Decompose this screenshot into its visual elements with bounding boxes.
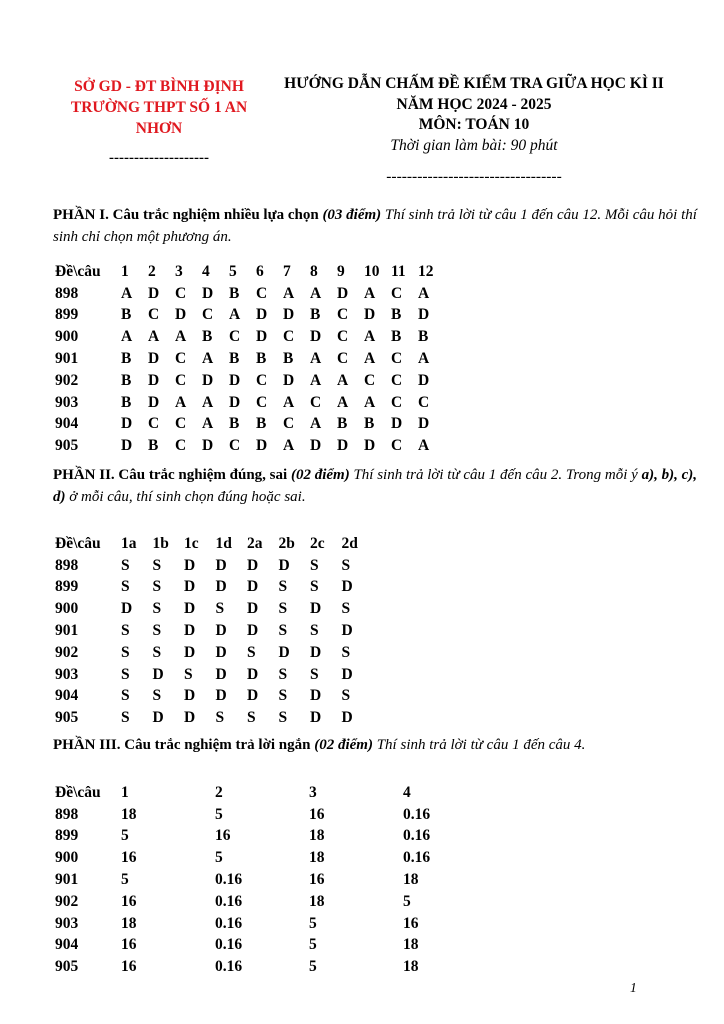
answer-cell: S (278, 687, 288, 705)
answer-cell: 5 (403, 892, 411, 910)
exam-code-cell: 900 (55, 328, 79, 346)
question-header-cell: 5 (229, 262, 237, 280)
table-row (55, 326, 445, 348)
answer-cell: A (310, 371, 322, 389)
question-header-cell: 2a (247, 534, 263, 552)
answer-cell: D (215, 578, 227, 596)
answer-cell: D (202, 437, 214, 455)
answer-cell: D (215, 665, 227, 683)
answer-cell: A (418, 437, 430, 455)
answer-cell: D (310, 643, 322, 661)
exam-code-cell: 902 (55, 643, 79, 661)
answer-cell: C (256, 393, 268, 411)
page-number: 1 (630, 980, 637, 995)
exam-code-cell: 905 (55, 709, 79, 727)
question-header-cell: 12 (418, 262, 434, 280)
answer-cell: S (278, 578, 288, 596)
answer-cell: 0.16 (215, 936, 243, 954)
answer-cell: D (310, 328, 322, 346)
exam-code-cell: 901 (55, 350, 79, 368)
table-row (55, 305, 445, 327)
exam-code-cell: 905 (55, 437, 79, 455)
answer-cell: B (121, 393, 132, 411)
table-row (55, 370, 445, 392)
answer-cell: A (364, 350, 376, 368)
answer-cell: S (278, 665, 288, 683)
answer-cell: B (256, 350, 267, 368)
exam-code-cell: 903 (55, 914, 79, 932)
answer-cell: B (256, 415, 267, 433)
answer-cell: S (215, 709, 225, 727)
answer-cell: D (278, 643, 290, 661)
answer-cell: D (247, 600, 259, 618)
answer-cell: 0.16 (215, 914, 243, 932)
answer-cell: A (148, 328, 160, 346)
answer-cell: A (310, 415, 322, 433)
question-header-cell: 1d (215, 534, 232, 552)
school-year: NĂM HỌC 2024 - 2025 (396, 95, 552, 113)
answer-cell: A (121, 284, 133, 302)
answer-cell: D (175, 306, 187, 324)
question-header-cell: 2c (310, 534, 325, 552)
answer-cell: S (152, 687, 162, 705)
answer-cell: S (341, 556, 351, 574)
question-header-cell: 2d (341, 534, 358, 552)
table-row (55, 869, 497, 891)
exam-code-cell: 899 (55, 578, 79, 596)
answer-cell: 5 (309, 914, 317, 932)
question-header-cell: 6 (256, 262, 264, 280)
table-row (55, 435, 445, 457)
answer-cell: 18 (121, 805, 137, 823)
question-header-cell: 1a (121, 534, 137, 552)
answer-cell: A (364, 393, 376, 411)
answer-cell: A (202, 393, 214, 411)
answer-cell: B (202, 328, 213, 346)
school-header-block (50, 76, 268, 169)
section-2-intro (53, 464, 703, 508)
subject-line: MÔN: TOÁN 10 (418, 116, 530, 133)
answer-cell: A (121, 328, 133, 346)
answer-cell: C (229, 437, 241, 455)
answer-cell: D (121, 600, 133, 618)
answer-cell: S (278, 622, 288, 640)
answer-cell: S (152, 622, 162, 640)
answer-cell: B (418, 328, 429, 346)
answer-cell: D (341, 709, 353, 727)
answer-cell: D (215, 556, 227, 574)
answer-cell: S (121, 556, 130, 574)
answer-cell: C (283, 328, 295, 346)
answer-cell: D (337, 284, 349, 302)
answer-cell: C (175, 284, 187, 302)
answer-cell: B (121, 306, 132, 324)
table-row (55, 283, 445, 305)
answer-cell: S (121, 687, 130, 705)
answer-cell: C (391, 437, 403, 455)
answer-cell: 18 (403, 958, 419, 976)
answer-cell: 0.16 (403, 849, 431, 867)
answer-cell: D (184, 622, 196, 640)
answer-cell: D (148, 371, 160, 389)
answer-cell: 18 (403, 936, 419, 954)
answer-cell: 18 (121, 914, 137, 932)
answer-cell: B (391, 306, 402, 324)
answer-cell: S (310, 578, 319, 596)
question-header-cell: 2b (278, 534, 295, 552)
section-1-instructions: Thí sinh trả lời từ câu 1 đến câu 12. Mỗi câu hỏi thí sinh chỉ chọn một phương án. (53, 207, 697, 245)
answer-cell: S (341, 687, 351, 705)
answer-cell: C (337, 328, 349, 346)
answer-cell: S (310, 622, 319, 640)
answer-cell: C (175, 371, 187, 389)
table-row (55, 642, 373, 664)
answer-cell: D (121, 437, 133, 455)
answer-cell: 5 (309, 936, 317, 954)
answer-cell: D (148, 350, 160, 368)
answer-cell: S (278, 709, 288, 727)
answer-cell: C (175, 437, 187, 455)
answer-cell: D (341, 665, 353, 683)
answer-cell: 5 (121, 827, 129, 845)
question-header-cell: 3 (175, 262, 183, 280)
answer-cell: C (391, 350, 403, 368)
answer-cell: A (418, 350, 430, 368)
answer-cell: A (283, 284, 295, 302)
table-row (55, 414, 445, 436)
answer-cell: 16 (121, 958, 137, 976)
answer-cell: D (184, 709, 196, 727)
answer-cell: 18 (309, 892, 325, 910)
answer-cell: A (175, 393, 187, 411)
table-row (55, 686, 373, 708)
answer-cell: A (337, 371, 349, 389)
answer-cell: D (215, 622, 227, 640)
answer-cell: A (364, 284, 376, 302)
answer-cell: C (337, 350, 349, 368)
answer-cell: D (152, 709, 164, 727)
answer-cell: D (152, 665, 164, 683)
answer-cell: C (148, 415, 160, 433)
table-header-row (55, 261, 445, 283)
answer-cell: 16 (309, 805, 325, 823)
question-header-cell: 4 (202, 262, 210, 280)
answer-cell: C (148, 306, 160, 324)
table-row (55, 598, 373, 620)
exam-code-cell: 900 (55, 849, 79, 867)
answer-cell: S (341, 600, 351, 618)
answer-cell: S (278, 600, 288, 618)
table-row (55, 804, 497, 826)
question-header-cell: 9 (337, 262, 345, 280)
question-header-cell: 10 (364, 262, 380, 280)
answer-cell: 16 (309, 871, 325, 889)
answer-cell: S (121, 622, 130, 640)
table-row (55, 935, 497, 957)
answer-cell: 0.16 (403, 805, 431, 823)
exam-code-cell: 904 (55, 415, 79, 433)
exam-code-cell: 905 (55, 958, 79, 976)
table-header-row (55, 782, 497, 804)
answer-cell: D (184, 556, 196, 574)
answer-cell: 16 (121, 849, 137, 867)
exam-code-cell: 900 (55, 600, 79, 618)
section-1-intro (53, 204, 703, 248)
exam-code-cell: 898 (55, 556, 79, 574)
answer-cell: D (247, 556, 259, 574)
section-3-heading: PHẦN III. Câu trắc nghiệm trả lời ngắn (53, 737, 311, 753)
exam-code-cell: 901 (55, 622, 79, 640)
answer-cell: 5 (121, 871, 129, 889)
answer-cell: B (310, 306, 321, 324)
exam-code-cell: 902 (55, 371, 79, 389)
answer-cell: 16 (121, 936, 137, 954)
part2-answer-table (55, 533, 373, 729)
answer-cell: S (341, 643, 351, 661)
answer-cell: B (148, 437, 159, 455)
answer-cell: A (229, 306, 241, 324)
answer-cell: B (364, 415, 375, 433)
exam-code-cell: 898 (55, 284, 79, 302)
answer-cell: B (391, 328, 402, 346)
answer-cell: D (337, 437, 349, 455)
question-header-cell: 3 (309, 783, 317, 801)
answer-cell: A (283, 393, 295, 411)
answer-cell: D (215, 687, 227, 705)
answer-cell: D (418, 306, 430, 324)
answer-cell: B (229, 415, 240, 433)
part3-answer-table (55, 782, 497, 978)
answer-cell: B (121, 371, 132, 389)
answer-cell: S (121, 709, 130, 727)
answer-cell: D (310, 437, 322, 455)
exam-code-cell: 904 (55, 687, 79, 705)
question-header-cell: 1c (184, 534, 199, 552)
answer-cell: D (341, 578, 353, 596)
question-header-cell: 2 (215, 783, 223, 801)
section-1-points: (03 điểm) (322, 207, 382, 223)
answer-cell: 5 (215, 805, 223, 823)
answer-cell: D (184, 600, 196, 618)
answer-cell: C (364, 371, 376, 389)
answer-cell: S (152, 643, 162, 661)
answer-cell: C (391, 393, 403, 411)
answer-cell: C (175, 415, 187, 433)
corner-header-cell: Đề\câu (55, 783, 101, 801)
question-header-cell: 2 (148, 262, 156, 280)
answer-cell: C (337, 306, 349, 324)
answer-cell: S (247, 709, 256, 727)
question-header-cell: 7 (283, 262, 291, 280)
section-2-instructions-a: Thí sinh trả lời từ câu 1 đến câu 2. Trong mỗi ý (353, 467, 638, 483)
answer-cell: 18 (309, 827, 325, 845)
answer-cell: D (283, 306, 295, 324)
table-row (55, 826, 497, 848)
section-2-instructions-b: ở mỗi câu, thí sinh chọn đúng hoặc sai. (69, 489, 306, 505)
answer-cell: D (391, 415, 403, 433)
answer-cell: D (247, 665, 259, 683)
section-2-instructions-emph: a), b), c), d) (53, 467, 697, 505)
duration-line: Thời gian làm bài: 90 phút (390, 136, 558, 154)
answer-cell: 0.16 (215, 871, 243, 889)
answer-cell: D (310, 600, 322, 618)
answer-cell: D (256, 437, 268, 455)
answer-cell: C (256, 284, 268, 302)
section-3-intro (53, 734, 703, 756)
answer-cell: D (418, 415, 430, 433)
answer-cell: D (184, 643, 196, 661)
school-name: TRƯỜNG THPT SỐ 1 AN NHƠN (70, 99, 248, 137)
answer-cell: S (121, 578, 130, 596)
answer-cell: D (341, 622, 353, 640)
question-header-cell: 4 (403, 783, 411, 801)
answer-cell: B (121, 350, 132, 368)
answer-cell: S (310, 556, 319, 574)
answer-cell: D (148, 393, 160, 411)
exam-code-cell: 899 (55, 306, 79, 324)
table-row (55, 707, 373, 729)
answer-cell: C (175, 350, 187, 368)
table-row (55, 913, 497, 935)
document-title: HƯỚNG DẪN CHẤM ĐỀ KIỂM TRA GIỮA HỌC KÌ II (284, 75, 664, 92)
answer-cell: D (283, 371, 295, 389)
table-row (55, 664, 373, 686)
answer-cell: S (247, 643, 256, 661)
answer-cell: D (364, 437, 376, 455)
part1-answer-table (55, 261, 445, 457)
answer-cell: D (148, 284, 160, 302)
answer-cell: S (215, 600, 225, 618)
answer-cell: D (184, 578, 196, 596)
answer-cell: C (418, 393, 430, 411)
table-row (55, 620, 373, 642)
table-row (55, 577, 373, 599)
answer-cell: D (247, 578, 259, 596)
left-divider-dashes: -------------------- (109, 150, 209, 166)
answer-cell: B (337, 415, 348, 433)
table-row (55, 392, 445, 414)
exam-code-cell: 904 (55, 936, 79, 954)
answer-cell: A (202, 350, 214, 368)
exam-code-cell: 901 (55, 871, 79, 889)
answer-cell: D (184, 687, 196, 705)
answer-cell: D (256, 306, 268, 324)
table-row (55, 891, 497, 913)
section-3-instructions: Thí sinh trả lời từ câu 1 đến câu 4. (376, 737, 586, 753)
answer-cell: C (391, 371, 403, 389)
question-header-cell: 1 (121, 783, 129, 801)
answer-cell: C (229, 328, 241, 346)
corner-header-cell: Đề\câu (55, 262, 101, 280)
answer-cell: B (229, 350, 240, 368)
answer-cell: D (247, 687, 259, 705)
answer-cell: C (202, 306, 214, 324)
answer-cell: D (310, 709, 322, 727)
answer-cell: A (310, 350, 322, 368)
corner-header-cell: Đề\câu (55, 534, 101, 552)
answer-cell: 16 (121, 892, 137, 910)
exam-code-cell: 902 (55, 892, 79, 910)
section-3-points: (02 điểm) (314, 737, 373, 753)
table-header-row (55, 533, 373, 555)
answer-cell: D (202, 284, 214, 302)
table-row (55, 847, 497, 869)
answer-cell: D (229, 371, 241, 389)
section-2-points: (02 điểm) (290, 467, 350, 483)
answer-cell: C (310, 393, 322, 411)
answer-cell: D (310, 687, 322, 705)
answer-cell: S (152, 556, 162, 574)
answer-cell: D (278, 556, 290, 574)
answer-cell: D (256, 328, 268, 346)
answer-cell: 16 (403, 914, 419, 932)
department-name: SỞ GD - ĐT BÌNH ĐỊNH (74, 78, 244, 95)
answer-cell: S (121, 665, 130, 683)
exam-code-cell: 903 (55, 393, 79, 411)
answer-cell: 0.16 (403, 827, 431, 845)
answer-cell: A (418, 284, 430, 302)
answer-cell: D (364, 306, 376, 324)
answer-cell: C (256, 371, 268, 389)
answer-cell: 18 (309, 849, 325, 867)
answer-cell: 16 (215, 827, 231, 845)
answer-cell: C (391, 284, 403, 302)
answer-cell: S (121, 643, 130, 661)
answer-cell: C (283, 415, 295, 433)
question-header-cell: 1 (121, 262, 129, 280)
answer-cell: D (121, 415, 133, 433)
answer-cell: S (184, 665, 193, 683)
answer-cell: D (229, 393, 241, 411)
question-header-cell: 11 (391, 262, 406, 280)
answer-cell: A (202, 415, 214, 433)
answer-cell: A (175, 328, 187, 346)
answer-cell: A (310, 284, 322, 302)
answer-cell: S (152, 600, 162, 618)
answer-cell: 18 (403, 871, 419, 889)
answer-cell: D (202, 371, 214, 389)
exam-code-cell: 899 (55, 827, 79, 845)
answer-cell: 5 (309, 958, 317, 976)
table-row (55, 956, 497, 978)
answer-cell: S (152, 578, 162, 596)
question-header-cell: 1b (152, 534, 169, 552)
table-row (55, 348, 445, 370)
section-1-heading: PHẦN I. Câu trắc nghiệm nhiều lựa chọn (53, 207, 319, 223)
question-header-cell: 8 (310, 262, 318, 280)
answer-cell: B (229, 284, 240, 302)
exam-code-cell: 898 (55, 805, 79, 823)
answer-cell: 0.16 (215, 892, 243, 910)
section-2-heading: PHẦN II. Câu trắc nghiệm đúng, sai (53, 467, 288, 483)
answer-cell: D (418, 371, 430, 389)
answer-cell: A (364, 328, 376, 346)
document-title-block (276, 74, 672, 188)
right-divider-dashes: ---------------------------------- (386, 168, 562, 185)
answer-cell: D (247, 622, 259, 640)
table-row (55, 555, 373, 577)
answer-cell: 5 (215, 849, 223, 867)
answer-cell: S (310, 665, 319, 683)
answer-cell: A (283, 437, 295, 455)
exam-code-cell: 903 (55, 665, 79, 683)
answer-cell: 0.16 (215, 958, 243, 976)
answer-cell: A (337, 393, 349, 411)
answer-cell: D (215, 643, 227, 661)
answer-cell: B (283, 350, 294, 368)
